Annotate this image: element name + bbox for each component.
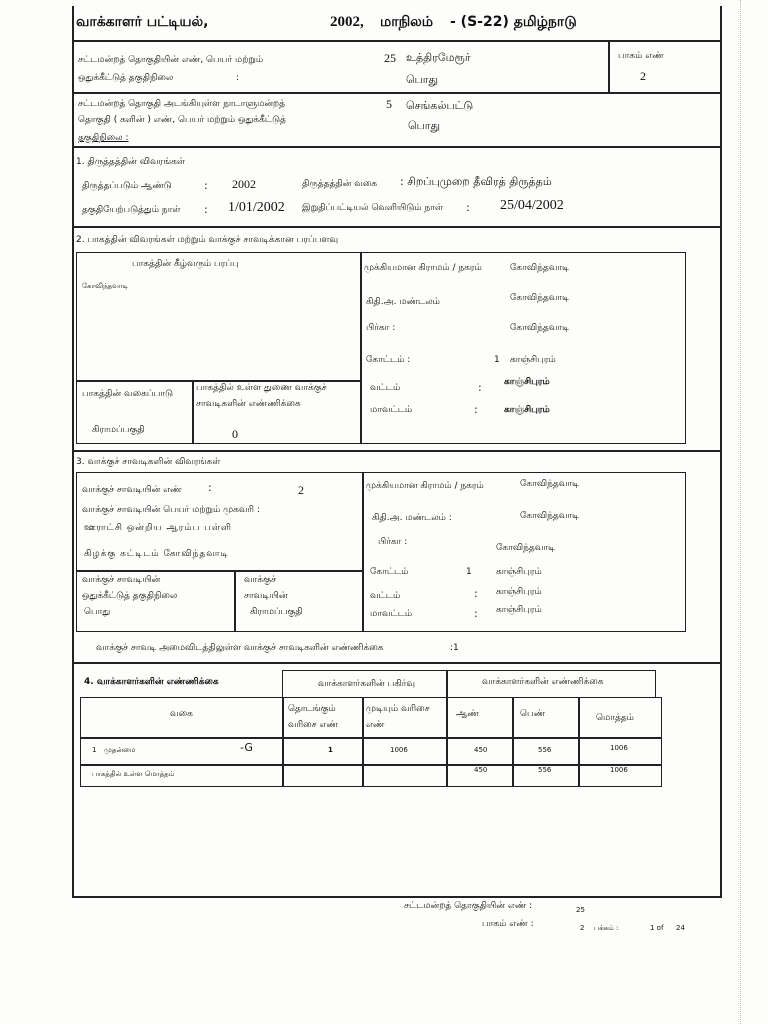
division-no: 1: [494, 355, 500, 365]
section4-heading: 4. வாக்காளர்களின் எண்ணிக்கை: [84, 677, 219, 687]
divider: [80, 764, 662, 766]
publication-date-label: இறுதிப்பட்டியல் வெளியிடும் நாள்: [302, 203, 443, 213]
divider: [446, 697, 448, 787]
taluk-label: வட்டம்: [370, 383, 401, 393]
divider: [578, 697, 580, 787]
total-male: 450: [474, 766, 488, 774]
footer-page-value: 1 of: [650, 924, 664, 932]
footer-page-label: பக்கம் :: [594, 924, 619, 932]
coverage-label: பாகத்தின் கீழ்வரும் பரப்பு: [132, 259, 239, 269]
ps-name-label: வாக்குச் சாவடியின் பெயர் மற்றும் முகவரி :: [82, 505, 260, 515]
ps-taluk-label: வட்டம்: [370, 591, 401, 601]
village-label: முக்கியமான கிராமம் / நகரம்: [364, 263, 482, 273]
colon: :: [204, 179, 208, 192]
parliament-label-3: தகுதிநிலை :: [78, 133, 129, 143]
row-start: 1: [328, 746, 333, 754]
divider: [362, 472, 364, 632]
parliament-no: 5: [386, 97, 392, 111]
footer-part-label: பாகம் எண் :: [482, 919, 534, 929]
frame-right: [720, 6, 722, 898]
part-type-label: பாகத்தின் வகைப்பாடு: [82, 389, 173, 399]
col-female: பெண்: [520, 709, 546, 719]
rule: [72, 146, 722, 148]
coverage-value: கோவிந்தவாடி: [82, 282, 129, 290]
district-label: மாவட்டம்: [370, 405, 413, 415]
constituency-label: சட்டமன்றத் தொகுதியின் எண், பெயர் மற்றும்: [78, 55, 264, 65]
ps-division-no: 1: [466, 567, 472, 577]
ps-revenue-label: கிதி.அ. மண்டலம் :: [372, 513, 452, 523]
revenue-value: கோவிந்தவாடி: [510, 293, 570, 303]
part-box-divider: [608, 40, 610, 94]
group-count-label: வாக்காளர்களின் எண்ணிக்கை: [482, 677, 604, 687]
ps-district-value: காஞ்சிபுரம்: [496, 605, 542, 615]
section2-heading: 2. பாகத்தின் விவரங்கள் மற்றும் வாக்குச் சாவடிக்கான பரப்பளவு: [76, 235, 339, 245]
parliament-label-2: தொகுதி ( களின் ) எண், பெயர் மற்றும் ஒதுக்கீட்டுத்: [78, 115, 286, 125]
frame-left: [72, 6, 74, 898]
row-female: 556: [538, 746, 552, 754]
colon: :: [236, 73, 240, 83]
ps-name-line-2: கிழக்கு கட்டிடம் கோவிந்தவாடி: [84, 549, 229, 559]
part-type-value: கிராமப்பகுதி: [92, 425, 145, 435]
row-male: 450: [474, 746, 488, 754]
constituency-reservation: பொது: [406, 73, 439, 86]
rule: [72, 92, 722, 94]
revision-type-label: திருத்தத்தின் வகை: [302, 179, 378, 189]
row-total: 1006: [610, 744, 628, 752]
divider: [192, 380, 194, 444]
firka-label: பிர்கா :: [366, 323, 396, 333]
colon: :: [478, 381, 482, 394]
ps-reservation-label-1: வாக்குச் சாவடியின்: [82, 575, 161, 585]
divider: [76, 570, 364, 572]
parliament-name: செங்கல்பட்டு: [406, 99, 474, 112]
col-start-2: வரிசை எண்: [288, 720, 338, 730]
row-serial: 1: [92, 746, 97, 754]
scan-edge: [740, 0, 741, 1024]
state-code: - (S-22) தமிழ்நாடு: [450, 14, 577, 30]
ps-no-label: வாக்குச் சாவடியின் எண்: [82, 485, 182, 495]
total-total: 1006: [610, 766, 628, 774]
divider: [282, 697, 284, 787]
qualifying-date: 1/01/2002: [228, 200, 285, 215]
ps-revenue-value: கோவிந்தவாடி: [520, 511, 580, 521]
ps-reservation-value: பொது: [84, 607, 111, 617]
footer-ac-label: சட்டமன்றத் தொகுதியின் எண் :: [404, 901, 533, 911]
row-code: -G: [240, 741, 253, 754]
ps-taluk-value: காஞ்சிபுரம்: [496, 587, 542, 597]
section3-heading: 3. வாக்குச் சாவடிகளின் விவரங்கள்: [76, 457, 221, 467]
constituency-no: 25: [384, 51, 396, 65]
ps-village-value: கோவிந்தவாடி: [520, 479, 580, 489]
colon: :: [208, 481, 212, 494]
divider: [512, 697, 514, 787]
total-female: 556: [538, 766, 552, 774]
row-type: முதன்மை: [104, 746, 136, 754]
ps-count-value: :1: [450, 643, 459, 653]
colon: :: [466, 201, 470, 214]
ps-type-label-2: சாவடியின்: [244, 591, 288, 601]
aux-label-2: சாவடிகளின் எண்ணிக்கை: [196, 399, 301, 409]
col-end-2: எண்: [366, 720, 385, 730]
divider: [80, 737, 662, 739]
firka-value: கோவிந்தவாடி: [510, 323, 570, 333]
revision-type: : சிறப்புமுறை தீவிரத் திருத்தம்: [400, 175, 552, 188]
constituency-name: உத்திரமேரூர்: [406, 51, 471, 64]
ps-reservation-label-2: ஒதுக்கீட்டுத் தகுதிநிலை: [82, 591, 178, 601]
col-male: ஆண்: [456, 709, 479, 719]
qualifying-date-label: தகுதியேற்படுத்தும் நாள்: [82, 205, 181, 215]
divider: [446, 670, 448, 698]
rule: [72, 450, 722, 452]
colon: :: [474, 403, 478, 416]
col-start-1: தொடங்கும்: [288, 704, 336, 714]
reservation-label: ஒதுக்கீட்டுத் தகுதிநிலை: [78, 73, 174, 83]
frame-bottom: [72, 896, 722, 898]
ps-firka-label: பிர்கா :: [378, 537, 408, 547]
colon: :: [474, 587, 478, 600]
state-label: மாநிலம்: [380, 14, 434, 30]
ps-type-label-1: வாக்குச்: [244, 575, 277, 585]
ps-district-label: மாவட்டம்: [370, 609, 413, 619]
ps-name-line-1: ஊராட்சி ஒன்றிய ஆரம்ப பள்ளி: [84, 523, 232, 533]
division-value: காஞ்சிபுரம்: [510, 355, 556, 365]
col-type: வகை: [170, 709, 193, 719]
divider: [360, 252, 362, 444]
part-no: 2: [640, 69, 646, 83]
row-end: 1006: [390, 746, 408, 754]
col-total: மொத்தம்: [596, 713, 634, 723]
ps-firka-value: கோவிந்தவாடி: [496, 543, 556, 553]
part-label: பாகம் எண்: [618, 51, 664, 61]
division-label: கோட்டம் :: [366, 355, 411, 365]
footer-page-total: 24: [676, 924, 685, 932]
rule: [72, 662, 722, 664]
ps-village-label: முக்கியமான கிராமம் / நகரம்: [366, 481, 484, 491]
group-split-label: வாக்காளர்களின் பகிர்வு: [318, 679, 416, 689]
colon: :: [474, 607, 478, 620]
village-value: கோவிந்தவாடி: [510, 263, 570, 273]
footer-part-no: 2: [580, 924, 585, 932]
col-end-1: முடியும் வரிசை: [366, 704, 430, 714]
colon: :: [204, 203, 208, 216]
publication-date: 25/04/2002: [500, 198, 564, 213]
revision-year-label: திருத்தப்படும் ஆண்டு: [82, 181, 172, 191]
rule: [72, 226, 722, 228]
ps-division-label: கோட்டம்: [370, 567, 409, 577]
doc-year: 2002,: [330, 14, 364, 30]
divider: [362, 697, 364, 787]
header-rule: [72, 40, 722, 42]
taluk-value: காஞ்சிபுரம்: [504, 377, 550, 387]
ps-count-label: வாக்குச் சாவடி அமைவிடத்திலுள்ள வாக்குச் சாவடிகளின் எண்ணிக்கை: [96, 643, 384, 653]
parliament-label-1: சட்டமன்றத் தொகுதி அடங்கியுள்ள நாடாளுமன்றத்: [78, 99, 286, 109]
aux-value: 0: [232, 427, 238, 441]
ps-type-value: கிராமப்பகுதி: [250, 607, 303, 617]
revenue-label: கிதி.அ. மண்டலம்: [366, 297, 440, 307]
revision-year: 2002: [232, 177, 256, 191]
ps-no: 2: [298, 483, 304, 497]
aux-label-1: பாகத்தில் உள்ள துணை வாக்குச்: [196, 383, 327, 393]
ps-division-value: காஞ்சிபுரம்: [496, 567, 542, 577]
divider: [234, 570, 236, 632]
total-label: பாகத்தில் உள்ள மொத்தம்: [92, 770, 175, 778]
parliament-reservation: பொது: [408, 119, 441, 132]
section1-heading: 1. திருத்தத்தின் விவரங்கள்: [76, 157, 185, 167]
doc-title: வாக்காளர் பட்டியல்,: [76, 14, 209, 30]
district-value: காஞ்சிபுரம்: [504, 405, 550, 415]
footer-ac-no: 25: [576, 906, 585, 914]
